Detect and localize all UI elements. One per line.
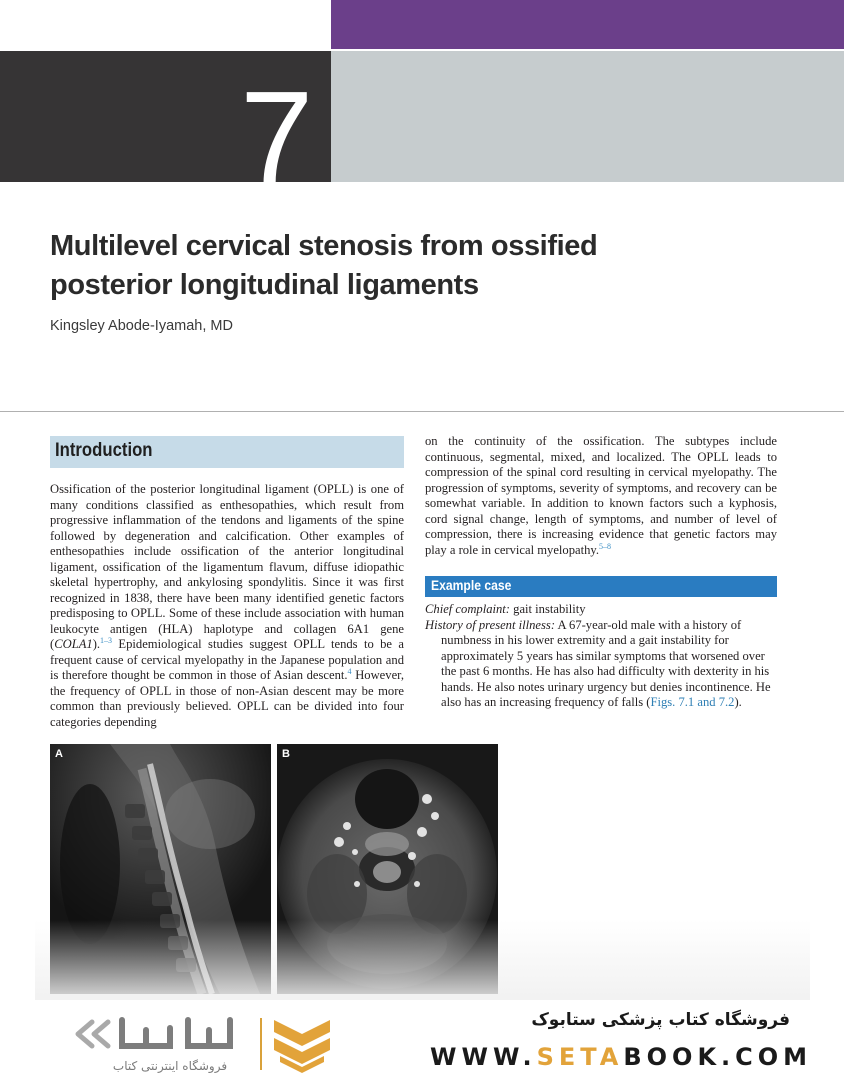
sagittal-mri-image: [50, 744, 271, 994]
introduction-paragraph-2: [425, 434, 777, 558]
history-present-illness: [425, 618, 777, 711]
intro-text-c: Epidemiological studies suggest OPLL tends to be a frequent cause of cervical myelopathy in the Japanese population and is therefore thought be common in those of Asian descent.: [50, 637, 404, 682]
chapter-title: [50, 227, 750, 305]
setabook-logo: [70, 1008, 245, 1078]
chief-complaint-label: Chief complaint:: [425, 602, 510, 616]
intro-gene-name: COLA1: [54, 637, 93, 651]
author-name: Kingsley Abode-Iyamah, MD: [50, 318, 233, 334]
store-url-part-2: BOOK.COM: [623, 1043, 813, 1071]
chapter-title-line-2: posterior longitudinal ligaments: [50, 269, 479, 301]
hpi-label: History of present illness:: [425, 617, 556, 632]
intro-text-b: ).: [92, 637, 101, 651]
figure-a-label: A: [55, 748, 63, 760]
store-name: فروشگاه کتاب پزشکی ستابوک: [531, 1010, 790, 1030]
store-url-part-1: WWW.: [430, 1043, 537, 1071]
example-case-heading-text: Example case: [431, 578, 512, 593]
setabook-logo-mark: [70, 1008, 245, 1078]
chapter-number: 7: [240, 72, 314, 192]
figure-b-label: B: [282, 748, 290, 760]
introduction-heading-text: Introduction: [55, 440, 153, 461]
chapter-title-line-1: Multilevel cervical stenosis from ossified: [50, 230, 598, 262]
reference-link-1[interactable]: 1–3: [100, 635, 113, 645]
example-case-heading: [425, 576, 777, 597]
axial-mri-image: [277, 744, 498, 994]
figure-link[interactable]: Figs. 7.1 and 7.2: [650, 695, 735, 709]
section-divider: [0, 411, 844, 412]
intro-text-continued: on the continuity of the ossification. The subtypes include continuous, segmental, mixed, and localized. The OPLL leads to compression of the spinal cord resulting in cervical myelopathy. The progression of symptoms, severity of symptoms, and recovery can be somewhat variable. In addition to known factors such a kyphosis, cord signal change, length of symptoms, and number of level of compression, there is increasing evidence that genetic factors may play a role in cervical myelopathy.: [425, 434, 777, 557]
introduction-paragraph-1: [50, 482, 404, 730]
book-emblem-shape: [272, 1016, 332, 1074]
intro-text-a: Ossification of the posterior longitudinal ligament (OPLL) is one of many conditions classified as enthesopathies, which result from progressive inflammation of the tendons and ligaments of the spine followed by degeneration and calcification. Other examples of enthesopathies include ossification of the anterior longitudinal ligament, ossification of the ligamentum flavum, diffuse idiopathic skeletal hypertrophy, and ankylosing spondylitis. Since it was first recognized in 1838, there have been many identified genetic factors predisposing to OPLL. Some of these include association with human leukocyte antigen (HLA) haplotype and collagen 6A1 gene (: [50, 482, 404, 651]
chief-complaint: [425, 602, 777, 618]
header-grey-block: [331, 51, 844, 182]
header-purple-band: [331, 0, 844, 49]
reference-link-3[interactable]: 5–8: [599, 541, 612, 551]
book-emblem-icon: [272, 1016, 332, 1074]
hpi-end: ).: [734, 695, 742, 709]
chief-complaint-text: gait instability: [510, 602, 586, 616]
store-url[interactable]: [430, 1043, 813, 1071]
figure-b-axial-mri: [277, 744, 498, 994]
example-case-body: [425, 602, 777, 711]
hpi-text: A 67-year-old male with a history of numbness in his lower extremity and a gait instability for approximately 5 years has similar symptoms that worsened over the past 6 months. He has also had difficulty with dexterity in his hands. He also notes urinary urgency but denies incontinence. He also has an increasing frequency of falls (: [441, 617, 771, 709]
introduction-heading: [50, 436, 404, 468]
logo-divider: [260, 1018, 262, 1070]
store-url-highlight: SETA: [536, 1043, 624, 1071]
intro-text-d: However, the frequency of OPLL in those of non-Asian descent may be more common than previously believed. OPLL can be divided into four categories depending: [50, 668, 404, 729]
figure-a-sagittal-mri: [50, 744, 271, 994]
logo-subtitle: فروشگاه اینترنتی کتاب: [112, 1059, 228, 1073]
reference-link-2[interactable]: 4: [347, 666, 352, 676]
